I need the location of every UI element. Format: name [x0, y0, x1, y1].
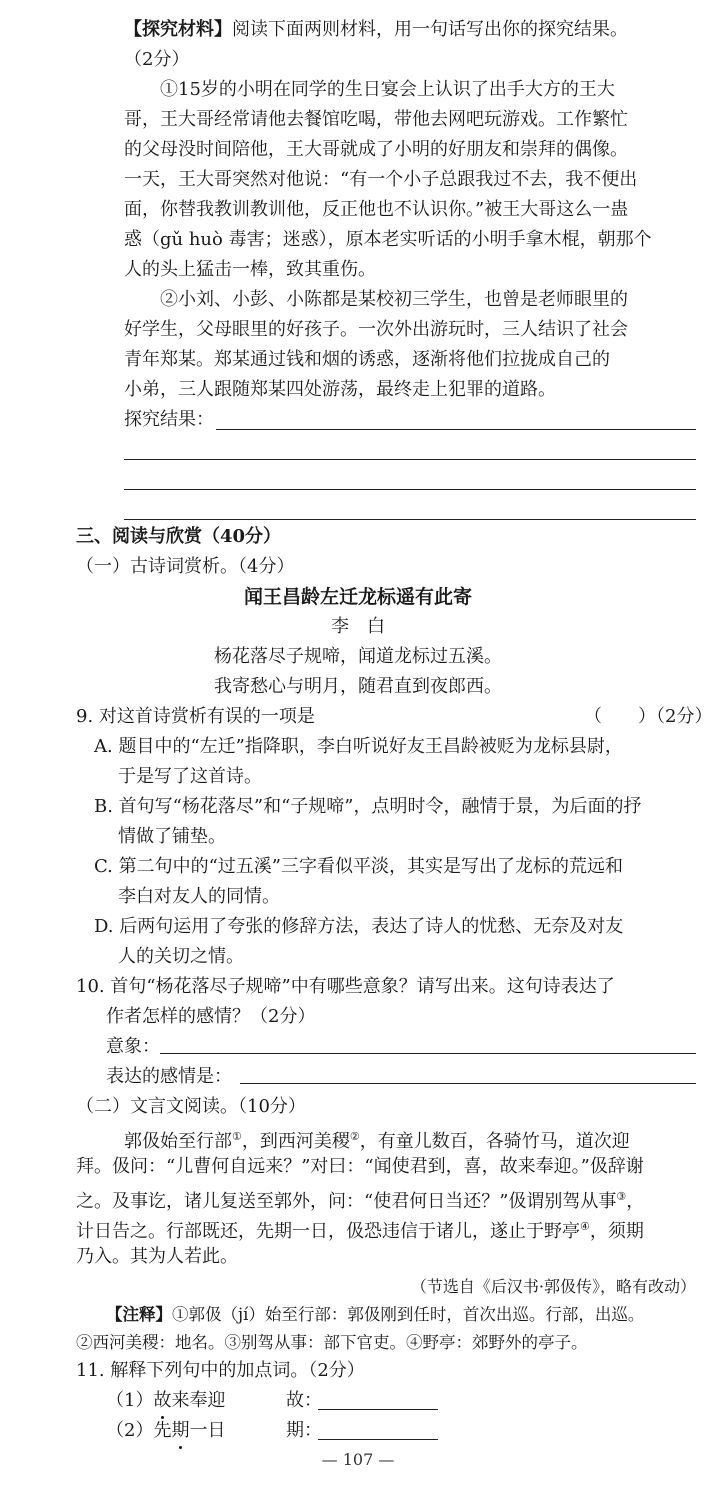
classical-text-line: 乃入。其为人若此。 — [76, 1246, 238, 1267]
answer-line[interactable] — [124, 489, 696, 490]
item-1-label: 故： — [286, 1390, 322, 1411]
material-1-line: 一天，王大哥突然对他说：“有一个小子总跟我过不去，我不便出 — [124, 169, 638, 190]
dotted-char: 故 — [153, 1387, 171, 1415]
option-d-cont: 人的关切之情。 — [118, 946, 244, 967]
page-number: — 107 — — [321, 1450, 395, 1469]
material-2-line: 好学生，父母眼里的好孩子。一次外出游玩时，三人结识了社会 — [124, 319, 628, 340]
answer-line[interactable] — [318, 1439, 438, 1440]
imagery-label: 意象： — [106, 1036, 160, 1057]
poem-author: 李 白 — [331, 616, 385, 637]
section-heading: 三、阅读与欣赏（40分） — [76, 526, 282, 547]
item-2-label: 期： — [286, 1420, 322, 1441]
answer-line[interactable] — [216, 429, 696, 430]
material-2-line: 青年郑某。郑某通过钱和烟的诱惑，逐渐将他们拉拢成自己的 — [124, 349, 610, 370]
note-ref: ① — [232, 1130, 242, 1143]
option-b[interactable]: B. 首句写“杨花落尽”和“子规啼”，点明时令，融情于景，为后面的抒 — [94, 796, 642, 817]
option-d[interactable]: D. 后两句运用了夸张的修辞方法，表达了诗人的忧愁、无奈及对友 — [94, 916, 624, 937]
poem-line: 我寄愁心与明月，随君直到夜郎西。 — [214, 676, 502, 697]
question-10-stem: 10. 首句“杨花落尽子规啼”中有哪些意象？请写出来。这句诗表达了 — [76, 976, 615, 997]
material-1-line: 哥，王大哥经常请他去餐馆吃喝，带他去网吧玩游戏。工作繁忙 — [124, 109, 628, 130]
answer-line[interactable] — [318, 1409, 438, 1410]
question-9-answer-slot[interactable]: （ ）（2分） — [584, 706, 713, 727]
explore-result-label: 探究结果： — [124, 409, 214, 430]
material-1-line: 的父母没时间陪他，王大哥就成了小明的好朋友和崇拜的偶像。 — [124, 139, 628, 160]
classical-text-line: 计日告之。行部既还，先期一日，伋恐违信于诸儿，遂止于野亭④，须期 — [76, 1220, 644, 1242]
emotion-label: 表达的感情是： — [106, 1066, 232, 1087]
classical-text-line: 之。及事讫，诸儿复送至郭外，问：“使君何日当还？”伋谓别驾从事③， — [76, 1190, 645, 1212]
answer-line[interactable] — [124, 519, 696, 520]
note-ref: ③ — [616, 1190, 627, 1203]
note-ref: ④ — [580, 1220, 590, 1233]
notes-tag: 【注释】 — [106, 1305, 172, 1324]
option-a[interactable]: A. 题目中的“左迁”指降职，李白听说好友王昌龄被贬为龙标县尉， — [94, 736, 623, 757]
explore-score: （2分） — [124, 49, 190, 70]
material-2-line: ②小刘、小彭、小陈都是某校初三学生，也曾是老师眼里的 — [160, 289, 628, 310]
option-c[interactable]: C. 第二句中的“过五溪”三字看似平淡，其实是写出了龙标的荒远和 — [94, 856, 623, 877]
material-2-line: 小弟，三人跟随郑某四处游荡，最终走上犯罪的道路。 — [124, 379, 556, 400]
notes-line: ②西河美稷：地名。③别驾从事：部下官吏。④野亭：郊野外的亭子。 — [76, 1333, 588, 1352]
answer-line[interactable] — [160, 1053, 696, 1054]
classical-text-line: 拜。伋问：“儿曹何自远来？”对曰：“闻使君到，喜，故来奉迎。”伋辞谢 — [76, 1156, 644, 1177]
item-2: （2）先期一日 — [106, 1417, 225, 1445]
poem-line: 杨花落尽子规啼，闻道龙标过五溪。 — [214, 646, 502, 667]
option-c-cont: 李白对友人的同情。 — [118, 886, 280, 907]
material-1-line: 人的头上猛击一棒，致其重伤。 — [124, 259, 376, 280]
option-b-cont: 情做了铺垫。 — [118, 826, 226, 847]
material-1-line: 面，你替我教训教训他，反正他也不认识你。”被王大哥这么一蛊 — [124, 199, 629, 220]
poem-title: 闻王昌龄左迁龙标遥有此寄 — [243, 586, 472, 608]
subsection-heading: （一）古诗词赏析。（4分） — [76, 556, 295, 577]
dotted-char: 期 — [171, 1417, 189, 1445]
item-1: （1）故来奉迎 — [106, 1387, 225, 1415]
question-9-stem: 9. 对这首诗赏析有误的一项是 — [76, 706, 315, 727]
question-11-stem: 11. 解释下列句中的加点词。（2分） — [76, 1360, 365, 1381]
question-10-stem-cont: 作者怎样的感情？（2分） — [106, 1006, 316, 1027]
explore-prompt: 阅读下面两则材料，用一句话写出你的探究结果。 — [232, 19, 628, 40]
note-ref: ② — [349, 1130, 360, 1143]
material-1-line: ①15岁的小明在同学的生日宴会上认识了出手大方的王大 — [160, 79, 615, 100]
option-a-cont: 于是写了这首诗。 — [118, 766, 262, 787]
source-citation: （节选自《后汉书·郭伋传》，略有改动） — [410, 1277, 696, 1296]
notes-line: 【注释】①郭伋（jí）始至行部：郭伋刚到任时，首次出巡。行部，出巡。 — [106, 1305, 645, 1324]
answer-line[interactable] — [124, 459, 696, 460]
explore-tag: 【探究材料】 — [124, 19, 232, 40]
material-1-line: 惑（gǔ huò 毒害；迷惑），原本老实听话的小明手拿木棍，朝那个 — [124, 229, 652, 250]
answer-line[interactable] — [240, 1083, 696, 1084]
subsection-heading: （二）文言文阅读。（10分） — [76, 1096, 306, 1117]
explore-prompt-line — [124, 16, 628, 44]
classical-text-line: 郭伋始至行部①，到西河美稷②，有童儿数百，各骑竹马，道次迎 — [124, 1130, 630, 1152]
